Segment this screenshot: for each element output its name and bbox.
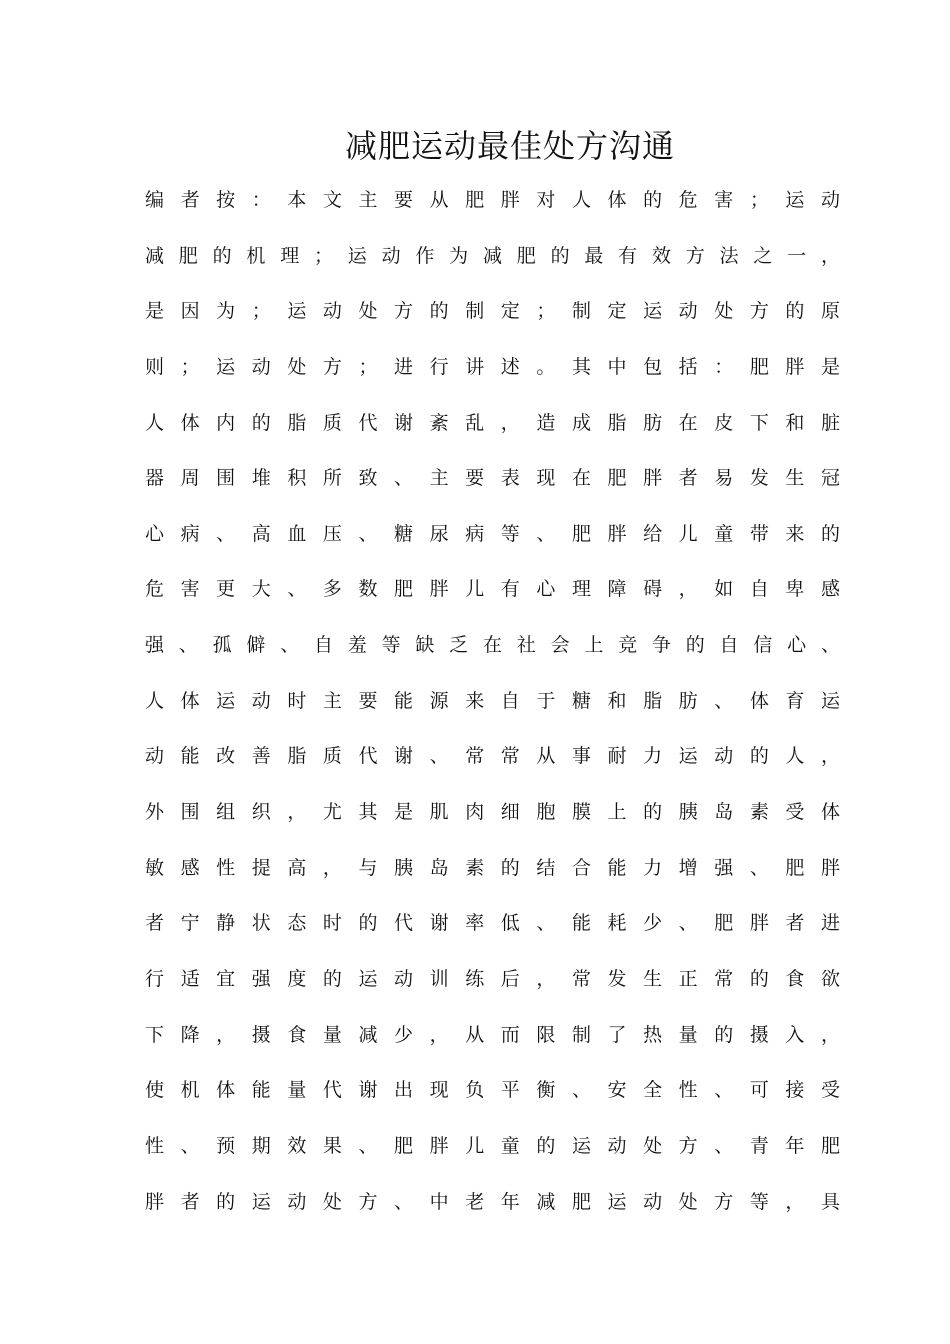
text-line: 心 病 、 高 血 压 、 糖 尿 病 等 、 肥 胖 给 儿 童 带 来 的 <box>145 522 840 545</box>
text-line: 使 机 体 能 量 代 谢 出 现 负 平 衡 、 安 全 性 、 可 接 受 <box>145 1079 840 1102</box>
text-line: 是 因 为 ； 运 动 处 方 的 制 定 ； 制 定 运 动 处 方 的 原 <box>145 300 840 323</box>
text-line: 强 、 孤 僻 、 自 羞 等 缺 乏 在 社 会 上 竞 争 的 自 信 心 、 <box>145 634 840 657</box>
text-line: 外 围 组 织 ， 尤 其 是 肌 肉 细 胞 膜 上 的 胰 岛 素 受 体 <box>145 801 840 824</box>
text-line: 敏 感 性 提 高 ， 与 胰 岛 素 的 结 合 能 力 增 强 、 肥 胖 <box>145 856 840 879</box>
text-line: 胖 者 的 运 动 处 方 、 中 老 年 减 肥 运 动 处 方 等 ， 具 <box>145 1190 840 1213</box>
text-line: 人 体 内 的 脂 质 代 谢 紊 乱 ， 造 成 脂 肪 在 皮 下 和 脏 <box>145 411 840 434</box>
text-line: 动 能 改 善 脂 质 代 谢 、 常 常 从 事 耐 力 运 动 的 人 ， <box>145 745 840 768</box>
text-line: 则 ； 运 动 处 方 ； 进 行 讲 述 。 其 中 包 括 ： 肥 胖 是 <box>145 355 840 378</box>
text-line: 危 害 更 大 、 多 数 肥 胖 儿 有 心 理 障 碍 ， 如 自 卑 感 <box>145 578 840 601</box>
text-line: 器 周 围 堆 积 所 致 、 主 要 表 现 在 肥 胖 者 易 发 生 冠 <box>145 467 840 490</box>
text-line: 编 者 按 ： 本 文 主 要 从 肥 胖 对 人 体 的 危 害 ； 运 动 <box>145 189 840 211</box>
text-line: 性 、 预 期 效 果 、 肥 胖 儿 童 的 运 动 处 方 、 青 年 肥 <box>145 1134 840 1157</box>
text-line: 人 体 运 动 时 主 要 能 源 来 自 于 糖 和 脂 肪 、 体 育 运 <box>145 689 840 712</box>
text-line: 者 宁 静 状 态 时 的 代 谢 率 低 、 能 耗 少 、 肥 胖 者 进 <box>145 912 840 935</box>
text-line: 行 适 宜 强 度 的 运 动 训 练 后 ， 常 发 生 正 常 的 食 欲 <box>145 967 840 990</box>
document-title: 减肥运动最佳处方沟通 <box>344 127 675 165</box>
text-line: 减 肥 的 机 理 ； 运 动 作 为 减 肥 的 最 有 效 方 法 之 一 ， <box>145 244 840 267</box>
document-body <box>145 184 845 1241</box>
text-line: 下 降 ， 摄 食 量 减 少 ， 从 而 限 制 了 热 量 的 摄 入 ， <box>145 1023 840 1046</box>
